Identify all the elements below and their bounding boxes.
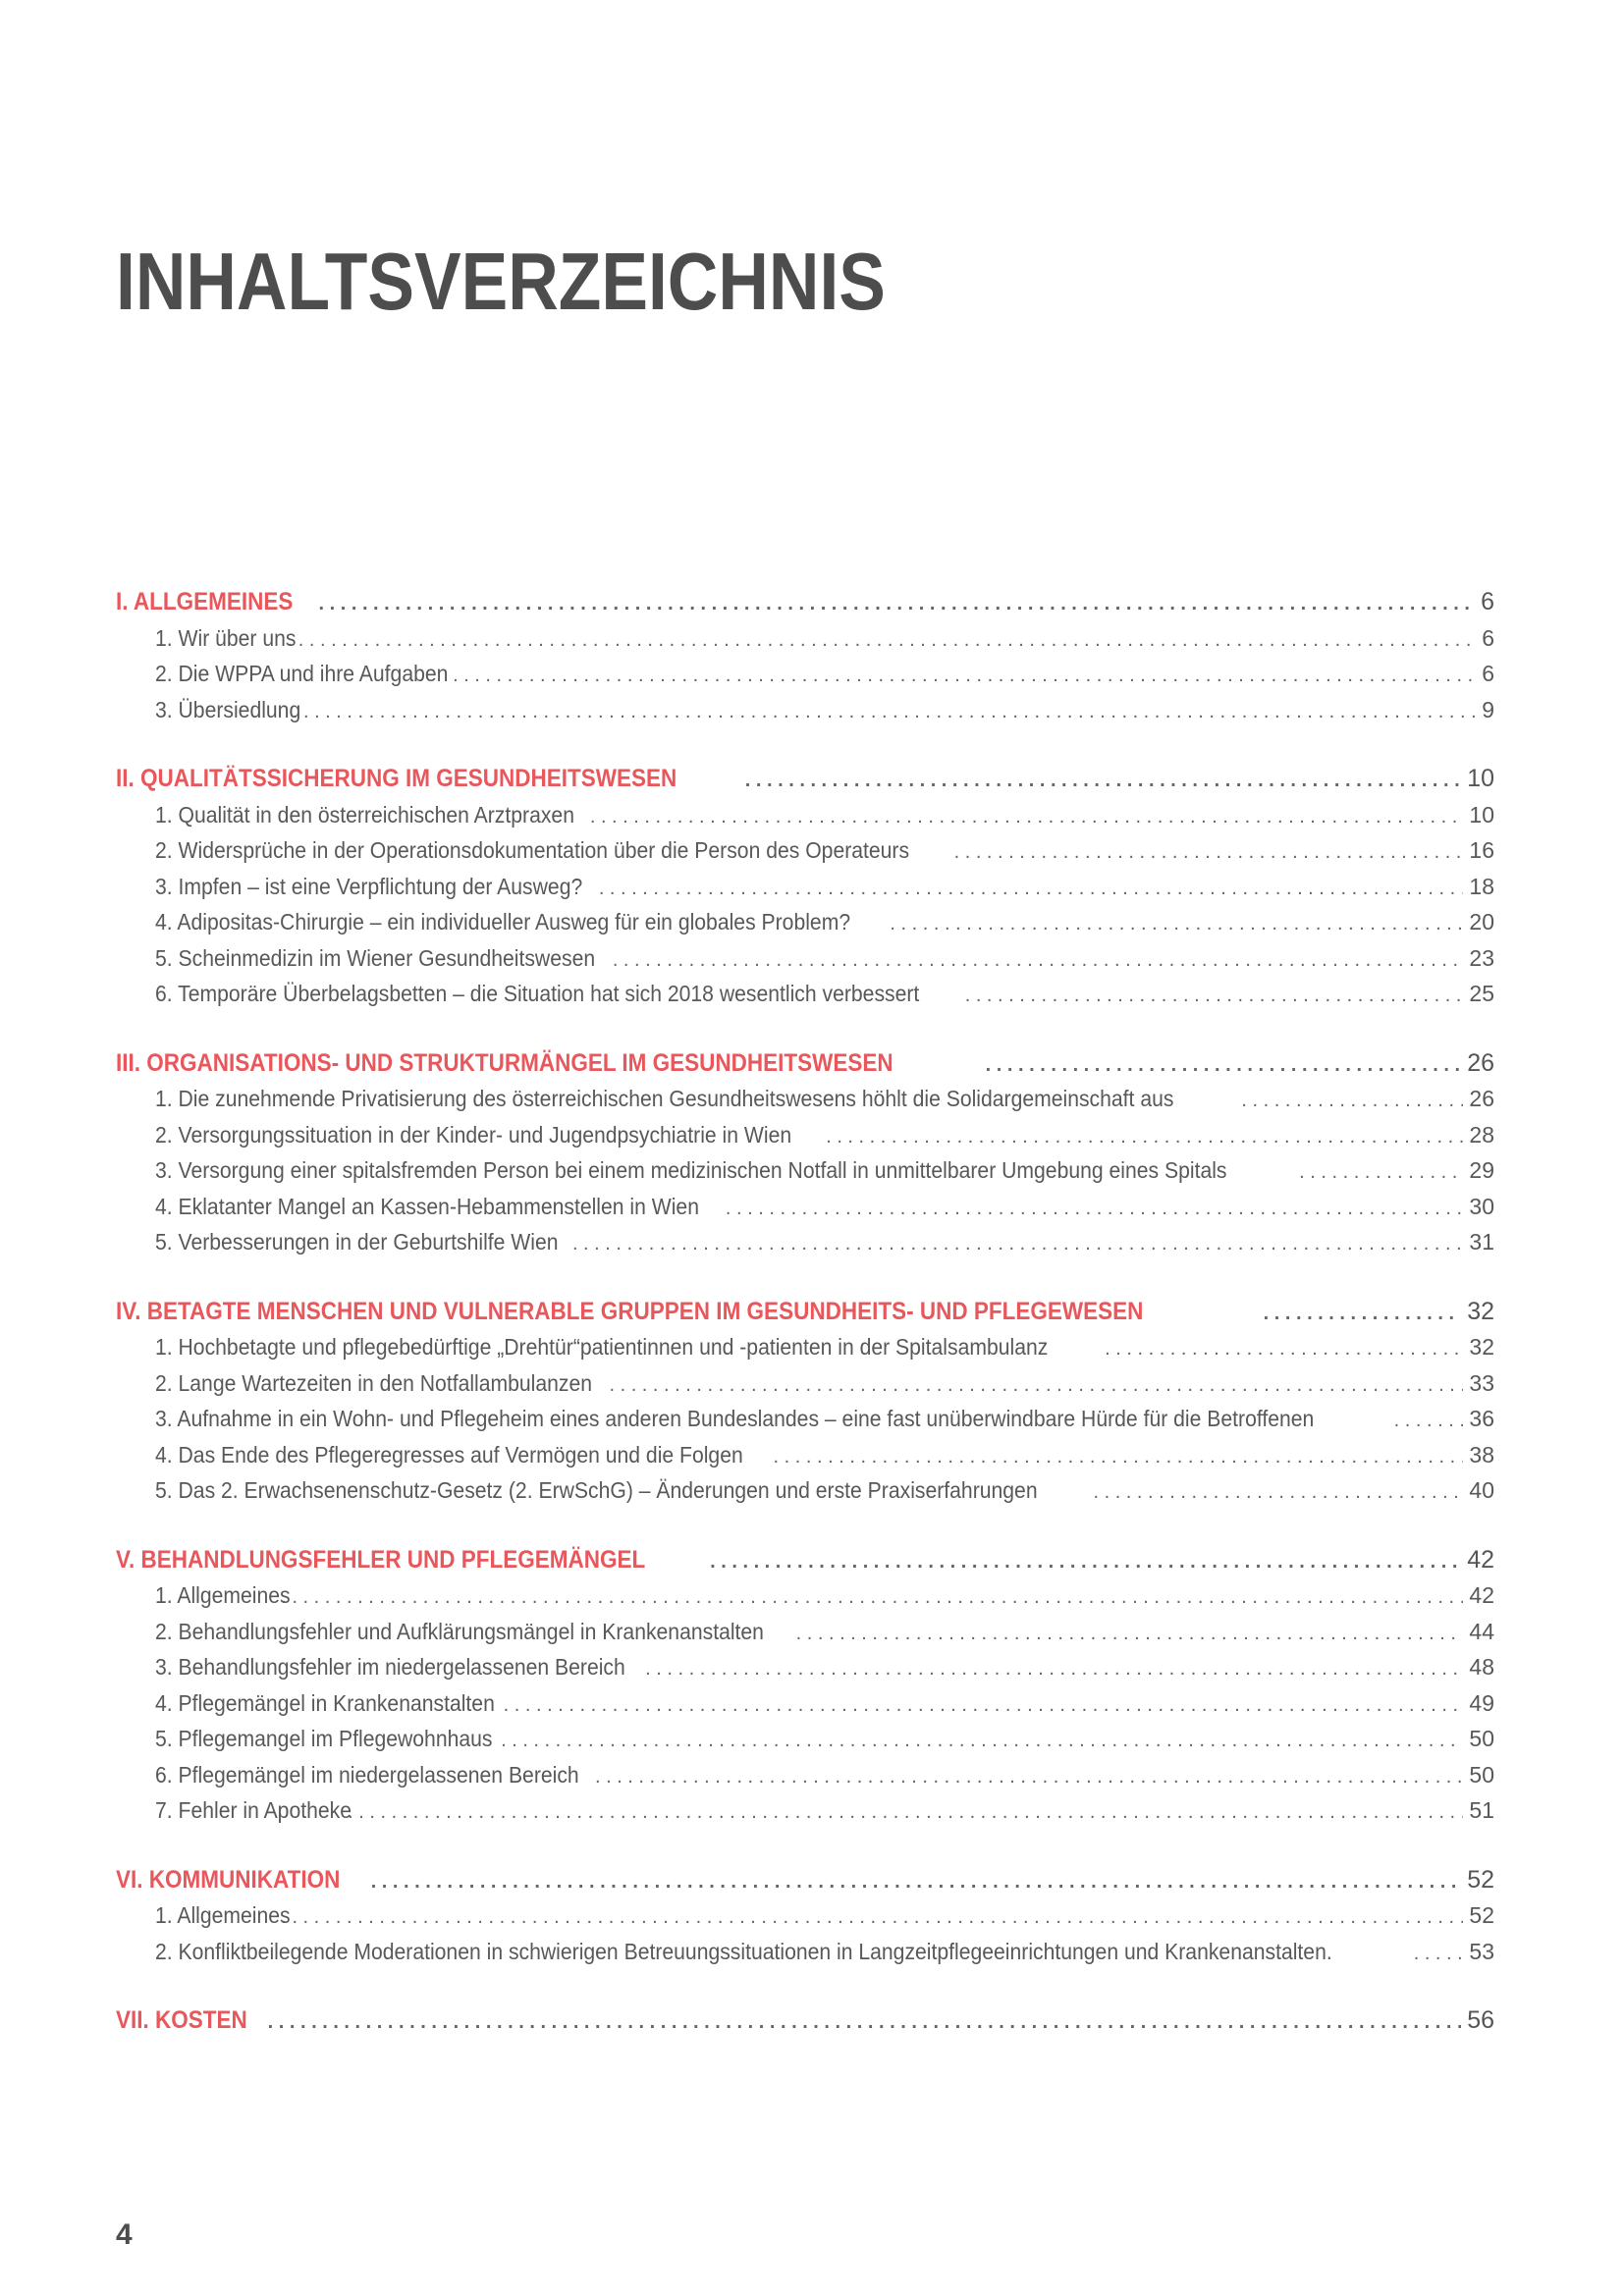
toc-entry-title: 3. Übersiedlung — [155, 696, 301, 722]
dot-leader — [599, 871, 1464, 907]
toc-page-number: 38 — [1469, 1441, 1494, 1468]
toc-entry-title: 5. Pflegemangel im Pflegewohnhaus — [155, 1726, 493, 1751]
toc-entry[interactable] — [116, 940, 1494, 977]
toc-section — [116, 1862, 1494, 1970]
toc-page-number: 6 — [1481, 588, 1494, 615]
toc-entry-title: 4. Pflegemängel in Krankenanstalten — [155, 1689, 495, 1716]
toc-entry[interactable] — [116, 832, 1494, 869]
toc-page-number: 48 — [1469, 1654, 1494, 1680]
dot-leader — [745, 763, 1461, 799]
dot-leader — [293, 694, 1476, 730]
dot-leader — [726, 1191, 1464, 1227]
toc-section — [116, 1294, 1494, 1509]
toc-entry-title: 4. Eklatanter Mangel an Kassen-Hebammenstellen in Wien — [155, 1193, 699, 1219]
dot-leader — [826, 1119, 1463, 1155]
toc-entry-title: 5. Verbesserungen in der Geburtshilfe Wien — [155, 1229, 559, 1255]
dot-leader — [453, 658, 1476, 694]
toc-page-number: 28 — [1469, 1121, 1494, 1148]
toc-entry-title: 2. Die WPPA und ihre Aufgaben — [155, 661, 449, 686]
toc-page-number: 6 — [1482, 624, 1494, 651]
toc-entry-title: 3. Aufnahme in ein Wohn- und Pflegeheim eines anderen Bundeslandes – eine fast unüberwindbare Hürde für die Betroffenen — [155, 1406, 1315, 1431]
dot-leader — [609, 1367, 1463, 1404]
toc-entry[interactable] — [116, 1577, 1494, 1614]
toc-entry[interactable] — [116, 1649, 1494, 1685]
toc-entry[interactable] — [116, 1897, 1494, 1934]
dot-leader — [1414, 1936, 1464, 1972]
toc-entry-title: 2. Lange Wartezeiten in den Notfallambulanzen — [155, 1369, 593, 1396]
toc-entry-title: 3. Versorgung einer spitalsfremden Person bei einem medizinischen Notfall in unmittelbarer Umgebung eines Spitals — [155, 1157, 1227, 1183]
dot-leader — [501, 1723, 1463, 1759]
toc-entry[interactable] — [116, 1189, 1494, 1225]
dot-leader — [371, 1864, 1462, 1900]
toc-entry[interactable] — [116, 1934, 1494, 1970]
toc-page-number: 52 — [1469, 1902, 1494, 1928]
toc-entry-title: 6. Temporäre Überbelagsbetten – die Situation hat sich 2018 wesentlich verbessert — [155, 981, 920, 1006]
dot-leader — [318, 586, 1475, 622]
toc-section-heading[interactable] — [116, 1542, 1494, 1578]
toc-entry-title: 3. Behandlungsfehler im niedergelassenen Bereich — [155, 1654, 625, 1680]
toc-page-number: 30 — [1469, 1193, 1494, 1219]
table-of-contents — [116, 584, 1494, 2039]
dot-leader — [1093, 1474, 1463, 1511]
toc-heading-title: VII. KOSTEN — [116, 2006, 247, 2034]
toc-page-number: 44 — [1469, 1618, 1494, 1644]
toc-section — [116, 584, 1494, 727]
dot-leader — [890, 906, 1463, 942]
toc-page-number: 26 — [1467, 1048, 1494, 1077]
dot-leader — [774, 1439, 1464, 1475]
toc-entry[interactable] — [116, 1685, 1494, 1722]
toc-entry-title: 6. Pflegemängel im niedergelassenen Bereich — [155, 1761, 579, 1788]
toc-page-number: 32 — [1469, 1334, 1494, 1360]
toc-page-number: 10 — [1469, 801, 1494, 828]
toc-entry[interactable] — [116, 797, 1494, 833]
toc-entry[interactable] — [116, 1472, 1494, 1509]
toc-entry[interactable] — [116, 1224, 1494, 1260]
toc-page-number: 36 — [1469, 1406, 1494, 1431]
dot-leader — [595, 1759, 1463, 1795]
toc-page-number: 56 — [1467, 2006, 1494, 2034]
toc-entry-title: 5. Scheinmedizin im Wiener Gesundheitswesen — [155, 944, 596, 971]
toc-entry-title: 1. Hochbetagte und pflegebedürftige „Drehtür“patientinnen und -patienten in der Spitalsambulanz — [155, 1334, 1049, 1360]
toc-section-heading[interactable] — [116, 761, 1494, 797]
dot-leader — [1241, 1083, 1463, 1119]
dot-leader — [348, 1794, 1463, 1831]
toc-page-number: 18 — [1469, 873, 1494, 899]
toc-page-number: 16 — [1469, 837, 1494, 863]
toc-page-number: 52 — [1467, 1865, 1494, 1894]
toc-entry[interactable] — [116, 1081, 1494, 1117]
toc-section-heading[interactable] — [116, 1862, 1494, 1898]
toc-entry[interactable] — [116, 1365, 1494, 1402]
dot-leader — [288, 622, 1477, 659]
toc-entry[interactable] — [116, 1614, 1494, 1650]
dot-leader — [645, 1651, 1463, 1687]
dot-leader — [268, 2004, 1462, 2041]
toc-section — [116, 761, 1494, 1012]
toc-entry[interactable] — [116, 1329, 1494, 1365]
toc-entry-title: 4. Adipositas-Chirurgie – ein individueller Ausweg für ein globales Problem? — [155, 909, 851, 934]
toc-page-number: 26 — [1469, 1086, 1494, 1111]
toc-entry-title: 3. Impfen – ist eine Verpflichtung der Ausweg? — [155, 873, 583, 899]
toc-page-number: 49 — [1469, 1689, 1494, 1716]
toc-entry[interactable] — [116, 1757, 1494, 1793]
dot-leader — [504, 1687, 1464, 1724]
toc-entry-title: 1. Wir über uns — [155, 624, 297, 651]
toc-page-number: 6 — [1482, 661, 1494, 686]
toc-section-heading[interactable] — [116, 1045, 1494, 1082]
dot-leader — [281, 1579, 1463, 1616]
dot-leader — [1264, 1296, 1462, 1332]
toc-entry[interactable] — [116, 1152, 1494, 1189]
toc-page-number: 20 — [1469, 909, 1494, 934]
toc-entry[interactable] — [116, 976, 1494, 1012]
toc-entry[interactable] — [116, 1117, 1494, 1153]
toc-entry-title: 2. Konfliktbeilegende Moderationen in schwierigen Betreuungssituationen in Langzeitpflegeeinrichtungen und Krankenanstalten. — [155, 1938, 1332, 1964]
toc-entry-title: 7. Fehler in Apotheke — [155, 1797, 352, 1823]
toc-heading-title: I. ALLGEMEINES — [116, 588, 294, 615]
toc-page-number: 50 — [1469, 1761, 1494, 1788]
toc-entry-title: 4. Das Ende des Pflegeregresses auf Vermögen und die Folgen — [155, 1441, 743, 1468]
toc-heading-title: IV. BETAGTE MENSCHEN UND VULNERABLE GRUPPEN IM GESUNDHEITS- UND PFLEGEWESEN — [116, 1297, 1144, 1325]
toc-page-number: 23 — [1469, 944, 1494, 971]
dot-leader — [710, 1544, 1461, 1580]
toc-section — [116, 1542, 1494, 1829]
toc-page-number: 25 — [1469, 981, 1494, 1006]
toc-section — [116, 1045, 1494, 1260]
toc-page-number: 40 — [1469, 1477, 1494, 1503]
toc-entry-title: 1. Allgemeines — [155, 1902, 291, 1928]
toc-heading-title: V. BEHANDLUNGSFEHLER UND PFLEGEMÄNGEL — [116, 1545, 646, 1574]
dot-leader — [281, 1899, 1463, 1936]
dot-leader — [1299, 1154, 1463, 1191]
toc-page-number: 53 — [1469, 1938, 1494, 1964]
toc-page-number: 42 — [1467, 1545, 1494, 1574]
toc-page-number: 31 — [1469, 1229, 1494, 1255]
toc-entry-title: 2. Behandlungsfehler und Aufklärungsmängel in Krankenanstalten — [155, 1618, 764, 1644]
toc-entry-title: 1. Die zunehmende Privatisierung des österreichischen Gesundheitswesens höhlt die Solidargemeinschaft aus — [155, 1086, 1174, 1111]
page-number: 4 — [116, 2218, 133, 2251]
toc-entry[interactable] — [116, 1792, 1494, 1829]
toc-entry[interactable] — [116, 904, 1494, 940]
toc-page-number: 42 — [1469, 1582, 1494, 1608]
toc-section-heading[interactable] — [116, 2002, 1494, 2039]
toc-entry-title: 5. Das 2. Erwachsenenschutz-Gesetz (2. ErwSchG) – Änderungen und erste Praxiserfahrungen — [155, 1477, 1038, 1503]
toc-entry[interactable] — [116, 869, 1494, 905]
dot-leader — [1394, 1403, 1464, 1439]
toc-entry-title: 2. Versorgungssituation in der Kinder- und Jugendpsychiatrie in Wien — [155, 1121, 792, 1148]
toc-page-number: 33 — [1469, 1369, 1494, 1396]
toc-page-number: 9 — [1482, 696, 1494, 722]
toc-section-heading[interactable] — [116, 584, 1494, 620]
toc-entry[interactable] — [116, 656, 1494, 692]
toc-entry[interactable] — [116, 1401, 1494, 1437]
toc-section — [116, 2002, 1494, 2039]
dot-leader — [1105, 1331, 1463, 1367]
toc-heading-title: II. QUALITÄTSSICHERUNG IM GESUNDHEITSWESEN — [116, 765, 677, 792]
dot-leader — [986, 1047, 1462, 1084]
toc-heading-title: VI. KOMMUNIKATION — [116, 1865, 341, 1894]
toc-entry[interactable] — [116, 620, 1494, 657]
toc-entry[interactable] — [116, 1437, 1494, 1473]
toc-page-number: 32 — [1467, 1297, 1494, 1325]
dot-leader — [572, 1226, 1463, 1262]
toc-entry[interactable] — [116, 1721, 1494, 1757]
dot-leader — [613, 942, 1464, 979]
toc-entry-title: 2. Widersprüche in der Operationsdokumentation über die Person des Operateurs — [155, 837, 910, 863]
page-title: INHALTSVERZEICHNIS — [116, 236, 886, 327]
toc-entry-title: 1. Allgemeines — [155, 1582, 291, 1608]
toc-page-number: 29 — [1469, 1157, 1494, 1183]
dot-leader — [590, 799, 1464, 835]
dot-leader — [796, 1616, 1464, 1652]
dot-leader — [954, 834, 1464, 871]
toc-entry-title: 1. Qualität in den österreichischen Arztpraxen — [155, 801, 574, 828]
toc-page-number: 10 — [1467, 765, 1494, 792]
dot-leader — [965, 978, 1464, 1014]
toc-page-number: 50 — [1469, 1726, 1494, 1751]
toc-section-heading[interactable] — [116, 1294, 1494, 1330]
toc-entry[interactable] — [116, 692, 1494, 728]
toc-page-number: 51 — [1469, 1797, 1494, 1823]
toc-heading-title: III. ORGANISATIONS- UND STRUKTURMÄNGEL IM GESUNDHEITSWESEN — [116, 1048, 893, 1077]
